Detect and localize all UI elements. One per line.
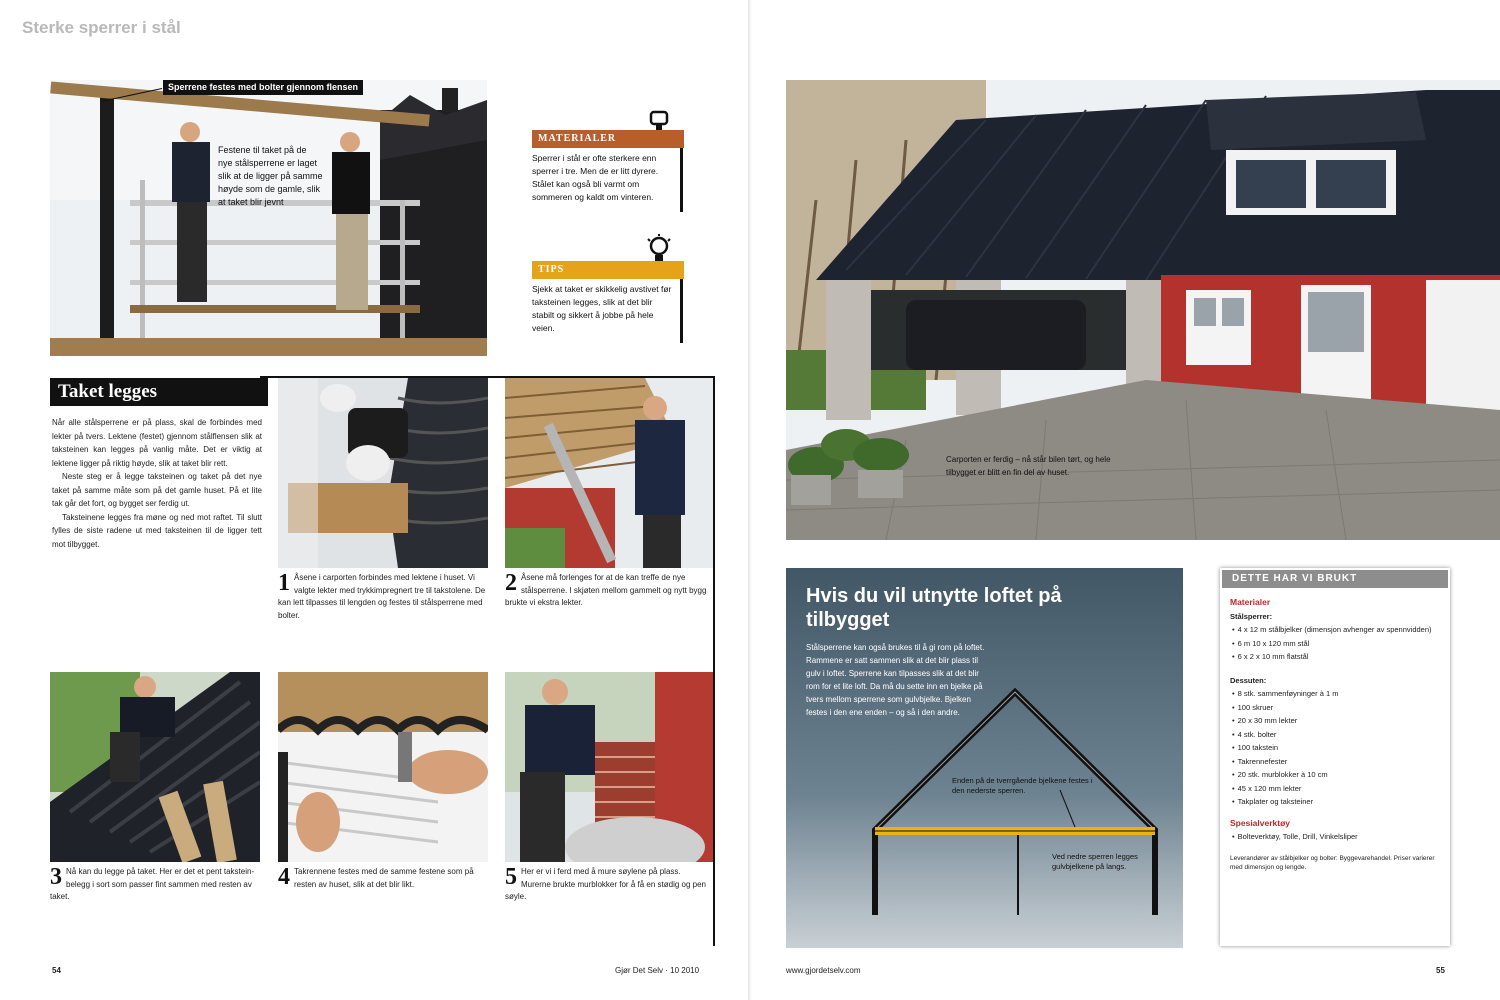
- materials-list-body: [1230, 596, 1442, 873]
- list-item: • 45 x 120 mm lekter: [1240, 782, 1442, 796]
- site-url: www.gjordetselv.com: [786, 966, 861, 975]
- tips-heading: TIPS: [532, 261, 684, 279]
- step-5-text: [505, 866, 710, 904]
- list-item: • 6 m 10 x 120 mm stål: [1240, 637, 1442, 651]
- diagram-note-1: Enden på de tverrgående bjelkene festes i den nederste sperren.: [952, 776, 1093, 795]
- additional-label: Dessuten:: [1230, 675, 1267, 685]
- materialer-rule: [680, 148, 683, 212]
- loft-text: Stålsperrene kan også brukes til å gi rom på loftet. Rammene er satt sammen slik at det blir plass til gulv i loftet. Sperrene kan tilpasses slik at det blir rom for et lite loft. Da må du sette inn en bjelke på tvers mellom sperrene som gulvbjelke. Bjelken festes i den ene enden – og så i den andre.: [806, 643, 985, 717]
- carport-photo: [786, 80, 1500, 540]
- list-item: • Takrennefester: [1240, 755, 1442, 769]
- step-1-number: 1: [278, 570, 290, 596]
- spread-gutter: [748, 0, 752, 1000]
- taket-body-paragraph: Når alle stålsperrene er på plass, skal de forbindes med lekter på tvers. Lektene (festet) gjennom stålflensen slik at taksteinen kan legges på vanlig måte. Det er viktig at lektene ligger på riktig høyde, slik at taket blir rett.: [52, 418, 262, 468]
- step-3-caption: Nå kan du legge på taket. Her er det et pent takstein-belegg i sort som passer fint sammen med resten av taket.: [50, 867, 255, 901]
- list-item: • 20 x 30 mm lekter: [1240, 714, 1442, 728]
- steel-rafters-label: Stålsperrer:: [1230, 611, 1273, 621]
- step-5-photo: [505, 672, 713, 862]
- materials-subheading: Materialer: [1230, 597, 1271, 607]
- step-2-number: 2: [505, 570, 517, 596]
- step-2-photo: [505, 378, 713, 568]
- section-label: Sterke sperrer i stål: [22, 18, 181, 37]
- special-tools-items: [1230, 830, 1442, 844]
- page-number-right: 55: [1436, 966, 1445, 975]
- step-5-caption: Her er vi i ferd med å mure søylene på plass. Murerne brukte murblokker for å få en stødig og pen søyle.: [505, 867, 706, 901]
- step-4-text: [278, 866, 488, 891]
- step-1-text: [278, 572, 488, 622]
- loft-title: Hvis du vil utnytte loftet på tilbygget: [806, 585, 1062, 631]
- taket-heading: Taket legges: [50, 378, 268, 406]
- step-3-text: [50, 866, 260, 904]
- list-item: • Takplater og taksteiner: [1240, 795, 1442, 809]
- tips-text: Sjekk at taket er skikkelig avstivet før taksteinen legges, slik at det blir stabilt og sikkert å jobbe på hele veien.: [532, 284, 672, 333]
- step-2-text: [505, 572, 713, 610]
- scaffold-photo: [50, 80, 487, 356]
- step-1-photo: [278, 378, 488, 568]
- materialer-heading: MATERIALER: [532, 130, 684, 148]
- step-2-caption: Åsene må forlenges for at de kan treffe de nye stålsperrene. I skjøten mellom gammelt og nytt bygg brukte vi ekstra lekter.: [505, 573, 707, 607]
- materials-items: [1230, 623, 1442, 664]
- taket-body: [52, 416, 262, 551]
- photo-callout: Sperrene festes med bolter gjennom flensen: [163, 80, 363, 95]
- lightbulb-icon: [645, 234, 673, 264]
- materials-list-heading: DETTE HAR VI BRUKT: [1222, 570, 1448, 588]
- materialer-text: Sperrer i stål er ofte sterkere enn sperrer i tre. Men de er litt dyrere. Stålet kan også bli varmt om sommeren og kaldt om vinteren.: [532, 153, 659, 202]
- diagram-note-2: Ved nedre sperren legges gulvbjelkene på langs.: [1052, 852, 1138, 871]
- taket-body-paragraph: Neste steg er å legge taksteinen og taket på det nye taket på samme måte som på det gamle huset. På et lite tak går det fort, og bygget ser ferdig ut.: [52, 472, 262, 508]
- magazine-issue: Gjør Det Selv · 10 2010: [615, 966, 700, 975]
- taket-body-paragraph: Taksteinene legges fra møne og ned mot raftet. Til slutt fylles de siste radene ut med taksteinen til de ligger tett mot tilbygget.: [52, 512, 262, 549]
- tips-rule: [680, 279, 683, 343]
- main-photo-caption: Carporten er ferdig – nå står bilen tørt, og hele tilbygget er blitt en fin del av huset.: [946, 455, 1111, 477]
- frame-rule-right: [713, 376, 715, 946]
- list-item: • 6 x 2 x 10 mm flatstål: [1240, 650, 1442, 664]
- list-item: • 8 stk. sammenføyninger à 1 m: [1240, 687, 1442, 701]
- additional-items: [1230, 687, 1442, 809]
- step-1-caption: Åsene i carporten forbindes med lektene i huset. Vi valgte lekter med trykkimpregnert tre til takstolene. De kan lett tilpasses til lengden og festes til stålsperrene med bolter.: [278, 573, 486, 620]
- step-4-caption: Takrennene festes med de samme festene som på resten av huset, slik at det blir likt.: [294, 867, 474, 889]
- list-item: • Bolteverktøy, Tolle, Drill, Vinkelsliper: [1240, 830, 1442, 844]
- photo-caption-top: Festene til taket på de nye stålsperrene er laget slik at de ligger på samme høyde som de gamle, slik at taket blir jevnt: [218, 145, 323, 207]
- step-4-photo: [278, 672, 488, 862]
- loft-diagram: [860, 680, 1170, 920]
- list-item: • 4 stk. bolter: [1240, 728, 1442, 742]
- step-4-number: 4: [278, 864, 290, 890]
- supplier-footnote: Leverandører av stålbjelker og bolter: Byggevarehandel. Priser varierer med dimensjon og lengde.: [1230, 854, 1435, 871]
- step-5-number: 5: [505, 864, 517, 890]
- page-number-left: 54: [52, 966, 61, 975]
- list-item: • 100 takstein: [1240, 741, 1442, 755]
- list-item: • 20 stk. murblokker à 10 cm: [1240, 768, 1442, 782]
- special-tools-heading: Spesialverktøy: [1230, 817, 1291, 828]
- list-item: • 100 skruer: [1240, 701, 1442, 715]
- list-item: • 4 x 12 m stålbjelker (dimensjon avhenger av spennvidden): [1240, 623, 1442, 637]
- step-3-photo: [50, 672, 260, 862]
- step-3-number: 3: [50, 864, 62, 890]
